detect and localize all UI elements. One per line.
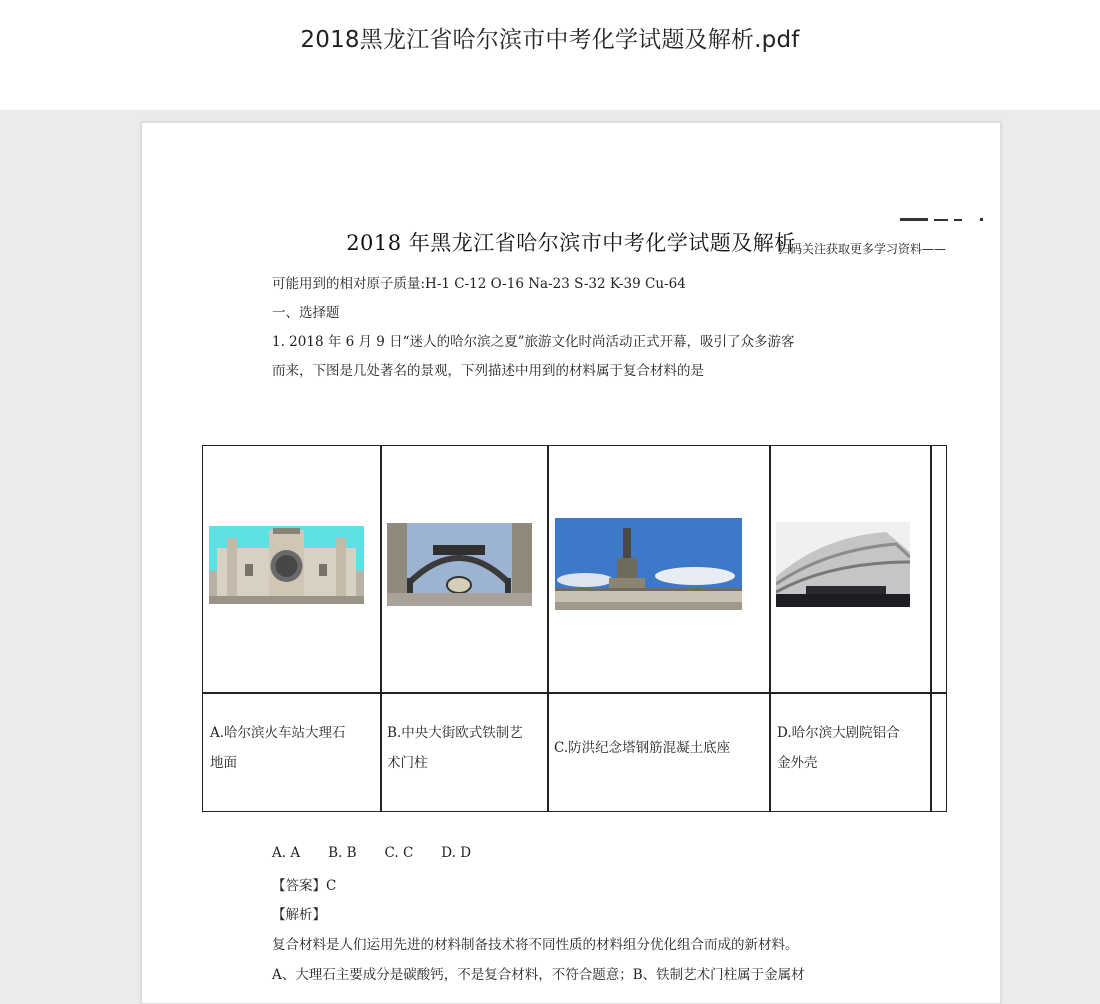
question-text: 而来，下图是几处著名的景观，下列描述中用到的材料属于复合材料的是 [272, 363, 704, 379]
option-cell-d [777, 718, 927, 778]
scan-mark [954, 219, 962, 221]
table-divider [930, 446, 932, 811]
cell-text-line: A.哈尔滨火车站大理石 [210, 725, 346, 741]
paper-title: 2018 年黑龙江省哈尔滨市中考化学试题及解析 [346, 231, 796, 255]
answer-option: A. A [272, 845, 301, 861]
analysis-text: 复合材料是人们运用先进的材料制备技术将不同性质的材料组分优化组合而成的新材料。 [272, 937, 799, 953]
scan-mark [934, 219, 948, 221]
central-street-gate-image [387, 523, 532, 606]
watermark-text: 扫码关注获取更多学习资料—— [778, 242, 947, 256]
analysis-text: A、大理石主要成分是碳酸钙，不是复合材料，不符合题意；B、铁制艺术门柱属于金属材 [272, 967, 805, 983]
flood-memorial-tower-image [555, 518, 742, 610]
cell-text-line: B.中央大街欧式铁制艺 [387, 725, 523, 741]
viewer-header [0, 0, 1100, 110]
scan-mark [900, 218, 928, 221]
analysis-label: 【解析】 [272, 907, 326, 923]
cell-text-line: 金外壳 [777, 755, 818, 771]
answer-option: C. C [384, 845, 414, 861]
option-cell-b [387, 718, 545, 778]
question-table [202, 445, 947, 812]
option-cell-c [554, 733, 766, 763]
answer-option: D. D [441, 845, 472, 861]
answer-option: B. B [328, 845, 357, 861]
pdf-page[interactable] [141, 122, 1001, 1004]
table-divider [769, 446, 771, 811]
option-cell-a [210, 718, 376, 778]
document-title: 2018黑龙江省哈尔滨市中考化学试题及解析.pdf [300, 27, 800, 53]
cell-text-line: 术门柱 [387, 755, 428, 771]
question-text: 1. 2018 年 6 月 9 日“迷人的哈尔滨之夏”旅游文化时尚活动正式开幕，吸引了众多游客 [272, 334, 795, 350]
answer-options [272, 845, 471, 861]
grand-theatre-image [776, 522, 910, 607]
atomic-masses: 可能用到的相对原子质量:H-1 C-12 O-16 Na-23 S-32 K-39 Cu-64 [272, 276, 686, 292]
cell-text-line: C.防洪纪念塔钢筋混凝土底座 [554, 740, 731, 756]
railway-station-image [209, 526, 364, 604]
table-divider [203, 692, 946, 694]
section-heading: 一、选择题 [272, 305, 340, 321]
cell-text-line: 地面 [210, 755, 237, 771]
table-divider [380, 446, 382, 811]
table-divider [547, 446, 549, 811]
scan-mark [980, 218, 983, 221]
cell-text-line: D.哈尔滨大剧院铝合 [777, 725, 900, 741]
answer-line: 【答案】C [272, 878, 337, 894]
